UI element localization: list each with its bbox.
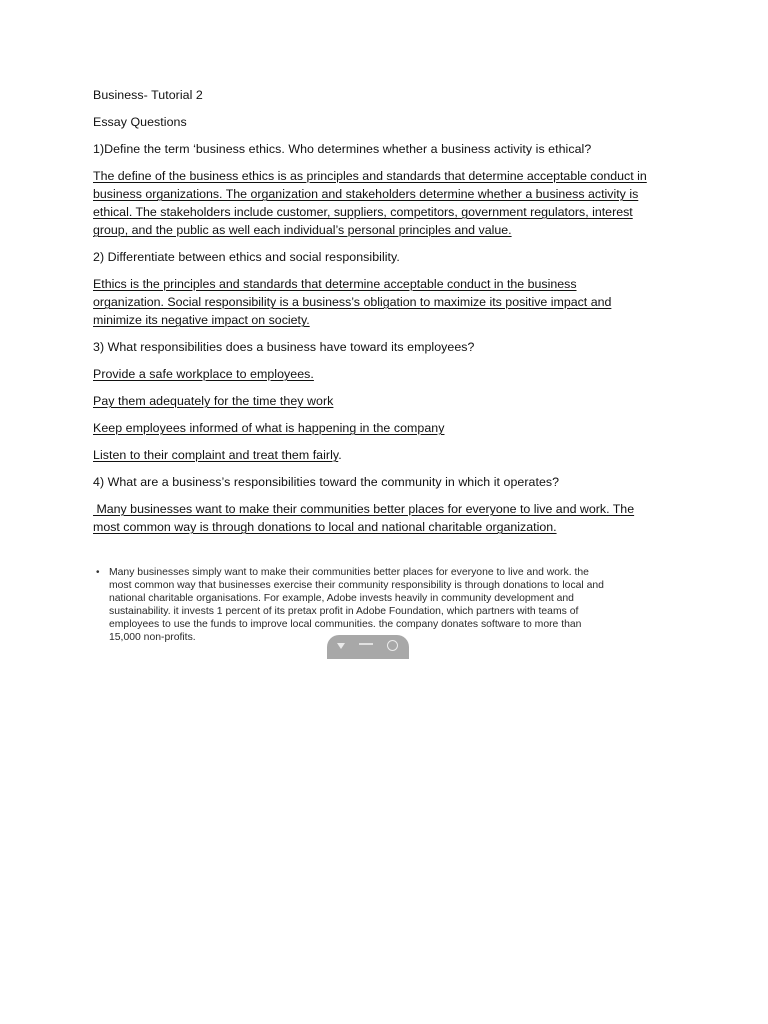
- answer-line: organization. Social responsibility is a business’s obligation to maximize its positive impact and: [93, 295, 612, 309]
- answer-text: Provide a safe workplace to employees.: [93, 367, 314, 381]
- answer-text: Listen to their complaint and treat them fairly: [93, 448, 339, 462]
- answer-3-item: [93, 446, 683, 464]
- answer-2: [93, 275, 683, 329]
- excerpt-line: Many businesses simply want to make their communities better places for everyone to live and work. the: [109, 567, 589, 578]
- answer-3-item: [93, 365, 683, 383]
- excerpt-line: national charitable organisations. For example, Adobe invests heavily in community development and: [109, 593, 574, 604]
- excerpt-line: employees to use the funds to improve local communities. the company donates software to more than: [109, 619, 582, 630]
- minimize-icon[interactable]: [359, 643, 373, 645]
- answer-4: [93, 500, 683, 536]
- answer-line: group, and the public as well each individual’s personal principles and value.: [93, 223, 512, 237]
- document-page: [93, 86, 683, 545]
- question-1: 1)Define the term ‘business ethics. Who determines whether a business activity is ethical?: [93, 142, 592, 156]
- answer-3-item: [93, 392, 683, 410]
- answer-line: business organizations. The organization and stakeholders determine whether a business activity is: [93, 187, 639, 201]
- answer-line: Ethics is the principles and standards that determine acceptable conduct in the business: [93, 277, 577, 291]
- answer-text: Pay them adequately for the time they work: [93, 394, 334, 408]
- excerpt-line: 15,000 non-profits.: [109, 632, 196, 643]
- question-4: 4) What are a business’s responsibilities toward the community in which it operates?: [93, 475, 560, 489]
- answer-line: ethical. The stakeholders include customer, suppliers, competitors, government regulators, interest: [93, 205, 633, 219]
- excerpt-text: [109, 566, 604, 644]
- answer-text: Keep employees informed of what is happening in the company: [93, 421, 445, 435]
- answer-1: [93, 167, 683, 239]
- answer-3-item: [93, 419, 683, 437]
- dropdown-icon[interactable]: [337, 643, 345, 649]
- answer-line: Many businesses want to make their communities better places for everyone to live and work. The: [93, 502, 635, 516]
- answer-line: most common way is through donations to local and national charitable organization.: [93, 520, 557, 534]
- bullet-item: [96, 566, 656, 644]
- answer-line: minimize its negative impact on society.: [93, 313, 310, 327]
- bullet-icon: •: [96, 567, 100, 578]
- excerpt-line: sustainability. it invests 1 percent of its pretax profit in Adobe Foundation, which partners with teams of: [109, 606, 579, 617]
- answer-line: The define of the business ethics is as principles and standards that determine acceptable conduct in: [93, 169, 647, 183]
- circle-icon[interactable]: [387, 640, 398, 651]
- video-controls-overlay[interactable]: [327, 635, 409, 659]
- answer-period: .: [338, 448, 342, 462]
- section-heading: Essay Questions: [93, 115, 187, 129]
- excerpt-line: most common way that businesses exercise their community responsibility is through donations to local and: [109, 580, 604, 591]
- document-title: Business- Tutorial 2: [93, 88, 203, 102]
- question-2: 2) Differentiate between ethics and social responsibility.: [93, 250, 400, 264]
- question-3: 3) What responsibilities does a business have toward its employees?: [93, 340, 475, 354]
